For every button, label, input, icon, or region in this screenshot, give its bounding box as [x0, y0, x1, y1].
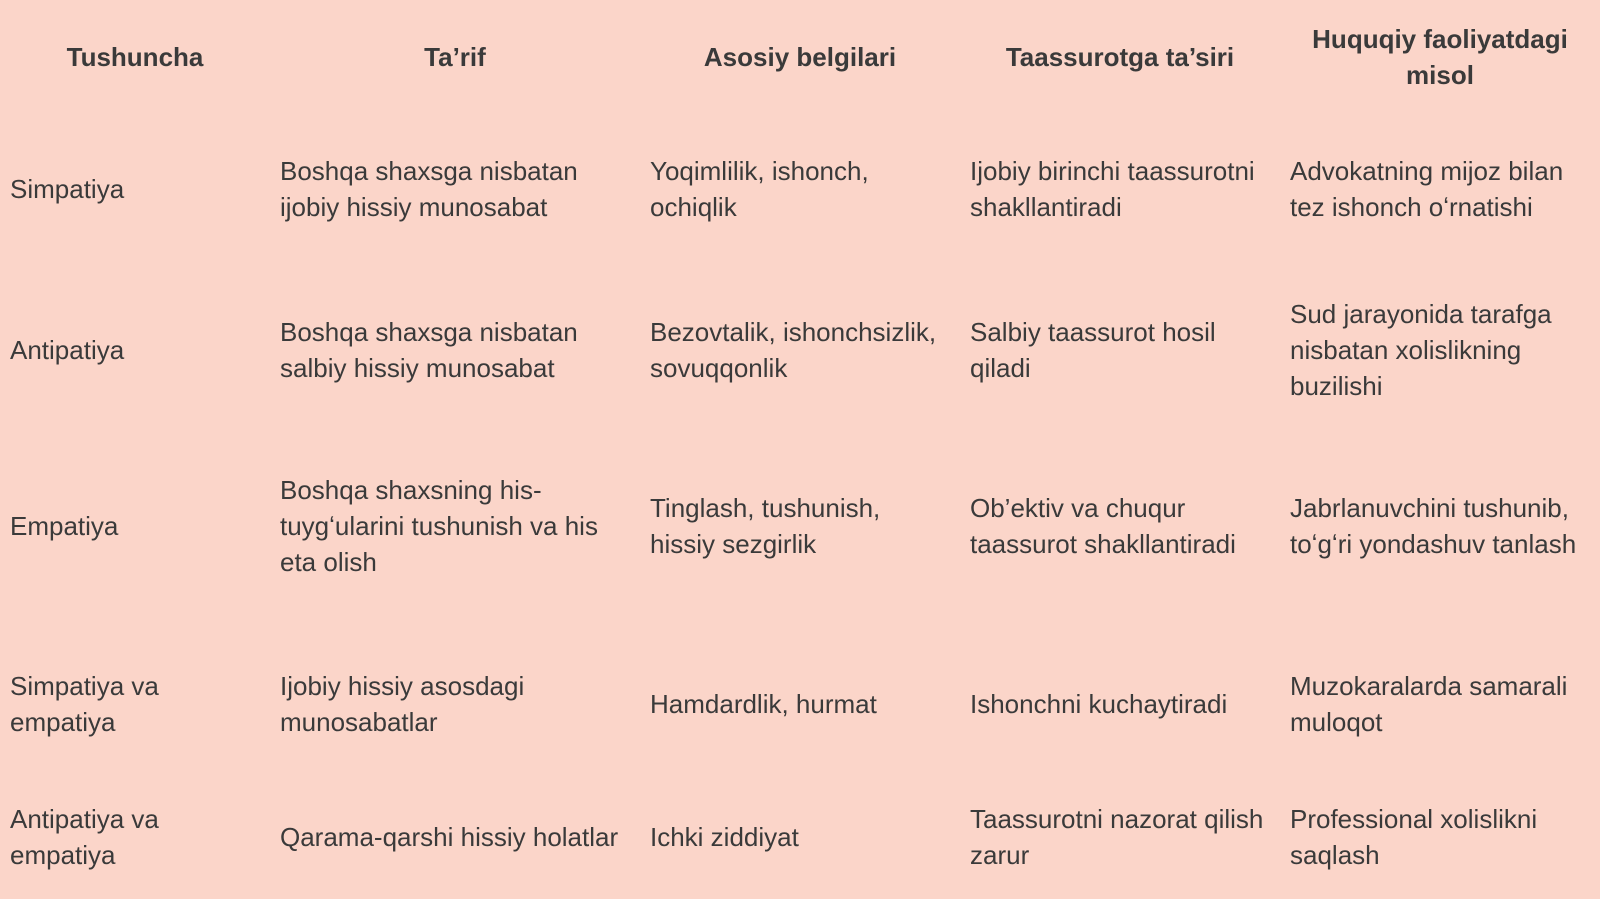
cell-concept: Simpatiya va empatiya — [10, 671, 159, 737]
table-row — [0, 278, 1600, 422]
cell-definition: Qarama-qarshi hissiy holatlar — [280, 822, 619, 852]
table-row — [0, 422, 1600, 630]
cell-definition: Ijobiy hissiy asosdagi munosabatlar — [280, 671, 525, 737]
table-header-row — [0, 14, 1600, 100]
cell-concept: Empatiya — [10, 511, 119, 541]
header-main-signs: Asosiy belgilari — [703, 42, 897, 72]
cell-impression-effect: Ijobiy birinchi taassurotni shakllantiradi — [970, 156, 1255, 222]
cell-main-signs: Tinglash, tushunish, hissiy sezgirlik — [650, 493, 881, 559]
cell-impression-effect: Ob’ektiv va chuqur taassurot shakllantiradi — [970, 493, 1236, 559]
header-definition: Ta’rif — [424, 42, 486, 72]
cell-concept: Antipatiya — [10, 335, 125, 365]
header-impression-effect: Taassurotga ta’siri — [1005, 42, 1235, 72]
cell-impression-effect: Taassurotni nazorat qilish zarur — [970, 804, 1264, 870]
cell-main-signs: Bezovtalik, ishonchsizlik, sovuqqonlik — [650, 317, 937, 383]
cell-legal-example: Advokatning mijoz bilan tez ishonch oʻrnatishi — [1290, 156, 1564, 222]
header-concept: Tushuncha — [66, 42, 204, 72]
cell-legal-example: Muzokaralarda samarali muloqot — [1290, 671, 1568, 737]
header-legal-example: Huquqiy faoliyatdagi misol — [1312, 24, 1568, 90]
cell-main-signs: Hamdardlik, hurmat — [650, 689, 877, 719]
cell-legal-example: Professional xolislikni saqlash — [1290, 804, 1538, 870]
table-row — [0, 778, 1600, 896]
cell-legal-example: Jabrlanuvchini tushunib, toʻgʻri yondashuv tanlash — [1290, 493, 1577, 559]
comparison-table — [0, 14, 1600, 896]
cell-definition: Boshqa shaxsga nisbatan salbiy hissiy munosabat — [280, 317, 578, 383]
table-row — [0, 630, 1600, 778]
cell-main-signs: Ichki ziddiyat — [650, 822, 799, 852]
cell-impression-effect: Ishonchni kuchaytiradi — [970, 689, 1228, 719]
cell-concept: Antipatiya va empatiya — [10, 804, 159, 870]
cell-main-signs: Yoqimlilik, ishonch, ochiqlik — [650, 156, 869, 222]
cell-legal-example: Sud jarayonida tarafga nisbatan xolislikning buzilishi — [1290, 299, 1552, 401]
cell-concept: Simpatiya — [10, 174, 125, 204]
cell-definition: Boshqa shaxsning his-tuygʻularini tushunish va his eta olish — [280, 475, 598, 577]
cell-impression-effect: Salbiy taassurot hosil qiladi — [970, 317, 1216, 383]
table-row — [0, 100, 1600, 278]
cell-definition: Boshqa shaxsga nisbatan ijobiy hissiy munosabat — [280, 156, 578, 222]
